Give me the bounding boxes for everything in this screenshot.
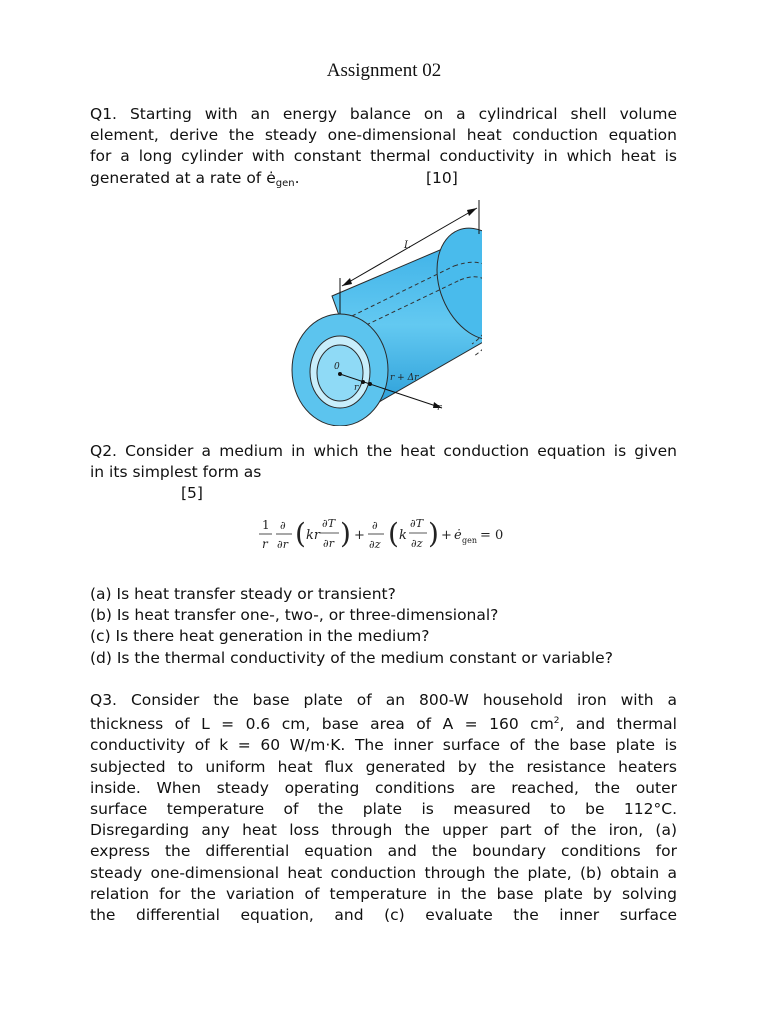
q1-gen-subscript: gen	[275, 177, 295, 189]
q3-line-7: Disregarding any heat loss through the upper part of the iron, (a)	[90, 821, 677, 840]
eq-k: k	[399, 528, 407, 543]
q3-line-2-suffix: , and thermal	[559, 715, 677, 734]
q1-line-2: element, derive the steady one-dimensional heat conduction equation	[90, 126, 677, 145]
cylinder-figure	[282, 196, 482, 426]
q1-marks: [10]	[426, 168, 458, 187]
eq-paren-close-1: )	[340, 517, 351, 550]
q2-marks: [5]	[181, 484, 203, 503]
eq-paren-close-2: )	[428, 517, 439, 550]
eq-partial-2: ∂	[372, 519, 378, 532]
question-2	[90, 441, 677, 505]
eq-kr: kr	[306, 528, 321, 543]
label-r-delta-r: r + Δr	[390, 373, 419, 383]
eq-egen: ė	[454, 528, 462, 543]
q3-line-4: subjected to uniform heat flux generated by the resistance heaters	[90, 757, 677, 776]
eq-plus-1: +	[354, 528, 365, 543]
eq-dT-2: ∂T	[410, 517, 424, 530]
label-L: L	[404, 240, 411, 251]
q3-line-9: steady one-dimensional heat conduction through the plate, (b) obtain a	[90, 863, 677, 882]
dimension-arrowhead-left	[342, 278, 352, 286]
heat-equation	[255, 512, 515, 558]
label-origin: 0	[334, 362, 340, 372]
q1-line-4	[90, 168, 677, 194]
q1-line-3: for a long cylinder with constant thermal conductivity in which heat is	[90, 147, 677, 166]
q3-superscript: 2	[553, 716, 560, 727]
eq-plus-2: +	[441, 528, 452, 543]
q2-options	[90, 584, 613, 669]
eq-equals-zero: = 0	[480, 528, 504, 543]
page-title: Assignment 02	[326, 60, 442, 81]
eq-r: r	[262, 537, 268, 551]
q1-line-4-prefix: generated at a rate of ė	[90, 168, 276, 187]
q2-option-c: (c) Is there heat generation in the medium?	[90, 627, 430, 646]
q3-line-2-prefix: thickness of L = 0.6 cm, base area of A = 160 cm	[90, 715, 554, 734]
eq-dT-1: ∂T	[322, 517, 336, 530]
q2-option-d: (d) Is the thermal conductivity of the medium constant or variable?	[90, 648, 613, 667]
eq-dr: ∂r	[323, 537, 334, 550]
q1-line-4-suffix: .	[294, 168, 300, 187]
dimension-arrowhead-right	[467, 208, 477, 216]
q2-option-b: (b) Is heat transfer one-, two-, or three-dimensional?	[90, 606, 499, 625]
q3-line-8: express the differential equation and the boundary conditions for	[90, 842, 677, 861]
q3-line-1: Q3. Consider the base plate of an 800-W household iron with a	[90, 691, 677, 709]
label-r: r	[354, 383, 359, 393]
q3-line-3: conductivity of k = 60 W/m·K. The inner surface of the base plate is	[90, 736, 677, 755]
q3-line-2	[90, 711, 677, 735]
question-1	[90, 104, 677, 194]
q1-line-1: Q1. Starting with an energy balance on a cylindrical shell volume	[90, 105, 677, 123]
eq-partial-r: ∂r	[277, 538, 288, 551]
eq-partial-1: ∂	[280, 519, 286, 532]
eq-paren-open-2: (	[388, 517, 399, 550]
eq-one: 1	[262, 518, 270, 532]
eq-paren-open-1: (	[295, 517, 306, 550]
r-dr-point	[368, 382, 372, 386]
label-r-axis: r	[437, 403, 442, 413]
eq-partial-z: ∂z	[369, 538, 381, 551]
r-point	[361, 380, 365, 384]
q3-line-5: inside. When steady operating conditions are reached, the outer	[90, 778, 677, 797]
q2-option-a: (a) Is heat transfer steady or transient?	[90, 585, 396, 603]
question-3	[90, 690, 677, 926]
center-point	[338, 372, 342, 376]
q2-line-1: Q2. Consider a medium in which the heat conduction equation is given	[90, 442, 677, 460]
q3-line-10: relation for the variation of temperature in the base plate by solving	[90, 884, 677, 903]
eq-dz: ∂z	[411, 537, 423, 550]
q3-line-11: the differential equation, and (c) evaluate the inner surface	[90, 906, 677, 925]
q2-line-2: in its simplest form as	[90, 463, 262, 482]
q3-line-6: surface temperature of the plate is measured to be 112°C.	[90, 800, 677, 819]
eq-gen-sub: gen	[462, 536, 478, 545]
